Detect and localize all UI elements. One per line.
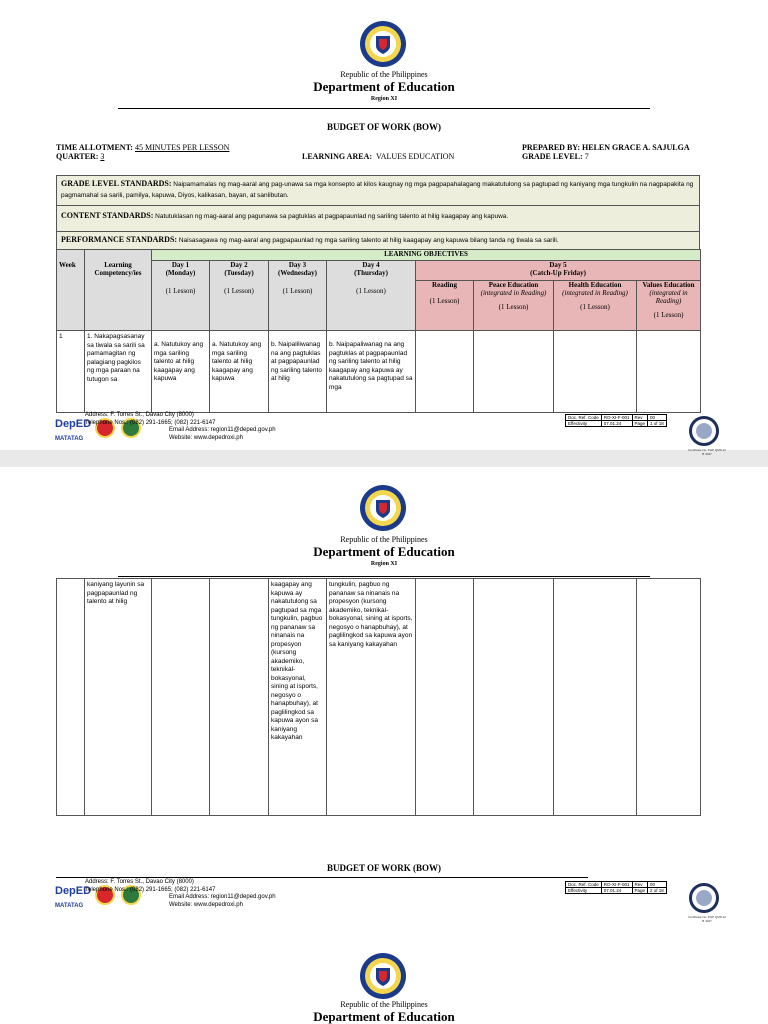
learning-objectives-header: LEARNING OBJECTIVES [152, 250, 701, 261]
document-title: BUDGET OF WORK (BOW) [326, 863, 442, 873]
health-cell [554, 331, 637, 413]
reading-cell [416, 579, 474, 816]
republic-text: Republic of the Philippines [340, 535, 428, 544]
day3-cell: b. Naipaliliwanag na ang pagtuklas at pagpapaunlad ng sariling talento at hilig [269, 331, 327, 413]
health-cell [554, 579, 637, 816]
week-header: Week [57, 261, 85, 331]
certificate-text: Certificate No. PHP QMS 22 B 4047 [688, 448, 726, 456]
iso-certification-icon [689, 416, 719, 446]
department-title: Department of Education [313, 544, 455, 559]
deped-seal-icon [359, 484, 407, 532]
performance-standards: PERFORMANCE STANDARDS: Naisasagawa ng mag-aaral ang pagpapaunlad ng mga sariling talento at hilig kaagapay ang kapuwa bilang tanda ng tiwala sa sarili. [56, 231, 700, 250]
grade-level: GRADE LEVEL: 7 [522, 152, 589, 161]
doc-control-table: Doc. Ref. Code RO-XI-F-001 Rev 00 Effectivity 07.01.24 Page 1 of 18 [565, 414, 667, 427]
matatag-logo: MATATAG [55, 436, 84, 442]
day3-cell: kaagapay ang kapuwa ay nakatutulong sa pagtupad sa mga tungkulin, pagbuo ng pananaw sa ninanais na propesyon (kursong akademiko, teknikal-bokasyonal, sining at isports, negosyo o hanapbuhay), at paglilingkod sa kapuwa ayon sa kaniyang kakayahan [269, 579, 327, 816]
time-allotment: TIME ALLOTMENT: 45 MINUTES PER LESSON [56, 143, 230, 152]
values-cell [637, 579, 701, 816]
prepared-by: PREPARED BY: HELEN GRACE A. SAJULGA [522, 143, 690, 152]
footer-contact: Address: F. Torres St., Davao City (8000) Telephone Nos.: (082) 291-1665; (082) 221-6147 Email Address: region11@deped.gov.ph Website: www.depedroxi.ph [85, 879, 276, 908]
deped-seal-icon [359, 952, 407, 1000]
deped-seal-icon [359, 20, 407, 68]
bow-table-continued [56, 578, 701, 816]
week-cell: 1 [57, 331, 85, 413]
competency-header: Learning Competency/ies [85, 261, 152, 331]
day2-cell: a. Natutukoy ang mga sariling talento at hilig kaagapay ang kapuwa [210, 331, 269, 413]
peace-cell [474, 579, 554, 816]
peace-cell [474, 331, 554, 413]
day3-header: Day 3 (Wednesday) (1 Lesson) [269, 261, 327, 331]
region-text: Region XI [370, 561, 398, 567]
header-rule [118, 576, 650, 577]
day1-cell: a. Natutukoy ang mga sariling talento at hilig kaagapay ang kapuwa [152, 331, 210, 413]
republic-text: Republic of the Philippines [340, 70, 428, 79]
content-standards: CONTENT STANDARDS: Natutuklasan ng mag-aaral ang pagunawa sa pagtuklas at pagpapaunlad ng sariling talento at hilig kaagapay ang kapuwa. [56, 205, 700, 232]
day2-header: Day 2 (Tuesday) (1 Lesson) [210, 261, 269, 331]
department-title: Department of Education [313, 79, 455, 94]
day4-cell: b. Naipapaliwanag na ang pagtuklas at pagpapaunlad ng sariling talento at hilig kaagapay ang kapuwa ay nakatutulong sa pagtupad sa mga [327, 331, 416, 413]
quarter: QUARTER: 3 [56, 152, 105, 161]
day4-cell: tungkulin, pagbuo ng pananaw sa ninanais na propesyon (kursong akademiko, teknikal-bokasyonal, sining at isports, negosyo o hanapbuhay), at paglilingkod sa kapuwa ayon sa kaniyang kakayahan [327, 579, 416, 816]
day1-cell [152, 579, 210, 816]
region-text: Region XI [370, 96, 398, 102]
competency-cell: 1. Nakapagsasanay sa tiwala sa sarili sa pamamagitan ng palagiang pagkilos ng mga paraan na tutugon sa [85, 331, 152, 413]
reading-cell [416, 331, 474, 413]
page-1 [0, 0, 768, 456]
values-cell [637, 331, 701, 413]
certificate-text: Certificate No. PHP QMS 22 B 4047 [688, 915, 726, 923]
peace-education-header: Peace Education (integrated in Reading) (1 Lesson) [474, 281, 554, 331]
values-education-header: Values Education (integrated in Reading) (1 Lesson) [637, 281, 701, 331]
day1-header: Day 1 (Monday) (1 Lesson) [152, 261, 210, 331]
competency-cell: kaniyang layunin sa pagpapaunlad ng talento at hilig [85, 579, 152, 816]
health-education-header: Health Education (integrated in Reading) (1 Lesson) [554, 281, 637, 331]
department-title: Department of Education [313, 1009, 455, 1024]
deped-logo: DepED [55, 418, 92, 430]
page-3 [0, 940, 768, 1024]
footer-contact: Address: F. Torres St., Davao City (8000) Telephone Nos.: (082) 291-1665; (082) 221-6147 Email Address: region11@deped.gov.ph Website: www.depedroxi.ph [85, 412, 276, 441]
republic-text: Republic of the Philippines [340, 1000, 428, 1009]
page-2 [0, 467, 768, 940]
iso-certification-icon [689, 883, 719, 913]
day5-header: Day 5 (Catch-Up Friday) [416, 261, 701, 281]
learning-area: LEARNING AREA: VALUES EDUCATION [302, 152, 455, 161]
footer-rule [56, 877, 588, 878]
week-cell [57, 579, 85, 816]
bow-table [56, 249, 701, 413]
grade-level-standards: GRADE LEVEL STANDARDS: Naipamamalas ng mag-aaral ang pag-unawa sa mga konsepto at kilos kaugnay ng mga pagpapahalagang makatutulong sa pagtupad ng kaniyang mga tungkulin na nagpapakita ng pagmamahal sa sarili, pamilya, kapuwa, Diyos, kalikasan, bayan, at sanlibutan. [56, 175, 700, 206]
document-title: BUDGET OF WORK (BOW) [326, 122, 442, 132]
footer-page-1 [55, 412, 726, 456]
day4-header: Day 4 (Thursday) (1 Lesson) [327, 261, 416, 331]
doc-control-table: Doc. Ref. Code RO-XI-F-001 Rev 00 Effectivity 07.01.24 Page 2 of 18 [565, 881, 667, 894]
matatag-logo: MATATAG [55, 903, 84, 909]
deped-logo: DepED [55, 885, 92, 897]
footer-page-2 [55, 879, 726, 923]
day2-cell [210, 579, 269, 816]
header-rule [118, 108, 650, 109]
reading-header: Reading (1 Lesson) [416, 281, 474, 331]
